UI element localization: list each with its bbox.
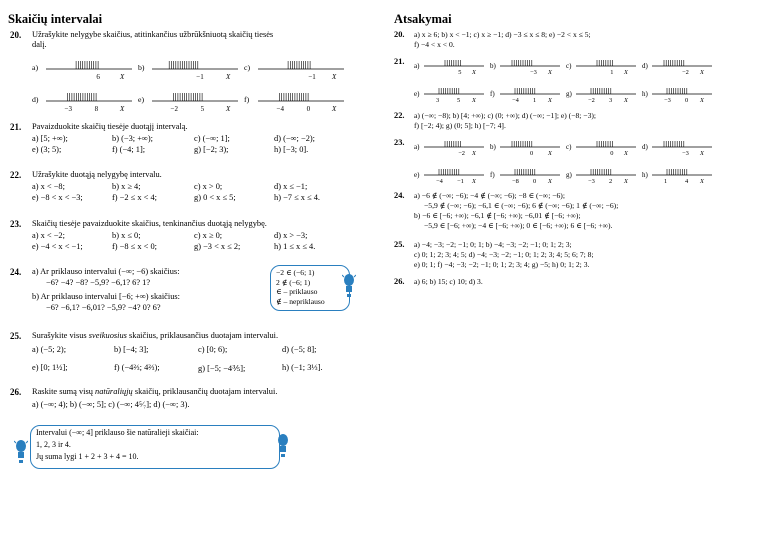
tick-label: 0 [685,97,689,104]
number-line [642,140,718,158]
hint-line: Intervalui (−∞; 4] priklauso šie natūralieji skaičiai: [36,428,199,437]
number-line-graphic [500,87,560,97]
number-line-graphic [576,140,636,150]
left-title: Skaičių intervalai [8,12,103,26]
list-item: a) x < −8; [32,182,65,191]
exercise-text: Pavaizduokite skaičių tiesėje duotąjį intervalą. [32,122,188,131]
tick-label: −8 [512,178,519,185]
axis-label: X [624,150,628,157]
items-line: a) (−∞; 4); b) (−∞; 5]; c) (−∞; 4⁵⁄₇]; d) (−∞; 3). [32,400,190,409]
answer-text: a) x ≥ 6; b) x < −1; c) x ≥ −1; d) −3 ≤ x ≤ 8; e) −2 < x ≤ 5; [414,30,591,39]
number-line [490,140,566,158]
number-line-graphic [576,168,636,178]
tick-label: −4 [436,178,443,185]
number-line [32,58,138,82]
number-line-graphic [424,87,484,97]
number-line-label: h) [642,90,648,98]
axis-label: X [120,73,125,81]
tick-label: 0 [530,150,534,157]
tick-label: 0 [306,105,311,113]
number-line-label: e) [138,95,145,104]
number-line-label: a) [32,63,39,72]
list-item: g) 0 < x ≤ 5; [194,193,236,202]
list-item: g) [−2; 3); [194,145,229,154]
axis-label: X [548,178,552,185]
number-line-row [32,90,350,114]
axis-label: X [226,105,231,113]
tick-label: −3 [664,97,671,104]
list-item: h) [−3; 0]. [274,145,309,154]
list-item: a) (−5; 2); [32,345,67,354]
list-item: c) (−∞; 1]; [194,134,230,143]
number-line [414,59,490,77]
answer-text: a) 6; b) 15; c) 10; d) 3. [414,277,483,286]
axis-label: X [548,69,552,76]
lightbulb-icon [276,433,290,457]
list-item: b) [−4; 3]; [114,345,149,354]
answer-number: 23. [394,138,405,147]
exercise-text: Užrašykite duotąją nelygybę intervalu. [32,170,162,179]
tick-label: 5 [200,105,205,113]
number-line [642,59,718,77]
tick-label: −3 [682,150,689,157]
list-item: f) (−4⅔; 4⅔); [114,363,160,372]
number-line-label: a) [414,143,420,151]
list-item: a) x < −2; [32,231,65,240]
list-item: d) (−5; 8]; [282,345,317,354]
number-line-label: b) [138,63,145,72]
answer-number: 25. [394,240,405,249]
hint-line: −2 ∈ (−6; 1) [276,268,315,277]
answer-text: f) −4 < x < 0. [414,40,455,49]
text-part: skaičių, priklausančių duotajam intervalui. [132,387,278,396]
number-line-label: e) [414,171,420,179]
number-line-graphic [500,59,560,69]
number-line [566,140,642,158]
number-line [566,168,642,186]
axis-label: X [472,178,476,185]
exercise-number: 25. [10,331,22,341]
exercise-number: 20. [10,30,22,40]
answer-text: −5,9 ∈ [−6; +∞); −4 ∈ [−6; +∞); 0 ∈ [−6; +∞); 6 ∈ [−6; +∞). [424,221,613,230]
tick-label: 8 [94,105,99,113]
number-line-row [32,58,350,82]
axis-label: X [472,150,476,157]
number-line-graphic [500,168,560,178]
axis-label: X [472,97,476,104]
number-line [642,168,718,186]
list-item: b) (−3; +∞); [112,134,153,143]
exercise-text [32,331,278,341]
list-item: c) [0; 6); [198,345,228,354]
answer-text: a) −4; −3; −2; −1; 0; 1; b) −4; −3; −2; −1; 0; 1; 2; 3; [414,240,572,249]
number-line-graphic [258,58,344,72]
axis-label: X [624,69,628,76]
axis-label: X [700,150,704,157]
hint-line: 1, 2, 3 ir 4. [36,440,71,449]
axis-label: X [332,73,337,81]
answer-text: −5,9 ∉ (−∞; −6); −6,1 ∈ (−∞; −6); 6 ∉ (−∞; −6); 1 ∉ (−∞; −6); [424,201,619,210]
tick-label: −2 [458,150,465,157]
axis-label: X [548,150,552,157]
exercise-number: 26. [10,387,22,397]
list-item: g) [−5; −4⅗]; [198,364,246,373]
list-item: f) −8 ≤ x < 0; [112,242,157,251]
text-part: Surašykite visus [32,331,89,340]
answer-text: f) [−2; 4); g) (0; 5]; h) [−7; 4]. [414,121,506,130]
tick-label: −4 [276,105,284,113]
exercise-text [32,387,277,397]
number-line-label: a) [414,62,420,70]
items-grid [32,345,372,354]
list-item: d) x > −3; [274,231,308,240]
hint-box [270,265,350,311]
items-grid [32,363,372,373]
tick-label: −3 [64,105,72,113]
axis-label: X [624,178,628,185]
tick-label: 3 [436,97,440,104]
number-line-label: b) [490,143,496,151]
values-a: −6? −4? −8? −5,9? −6,1? 6? 1? [46,278,151,287]
tick-label: 2 [609,178,613,185]
tick-label: 6 [96,73,100,81]
answer-text: a) (−∞; −8); b) [4; +∞); c) (0; +∞); d) (−∞; −1]; e) (−8; −3); [414,111,597,120]
number-line-graphic [652,140,712,150]
number-line-label: h) [642,171,648,179]
number-line-graphic [576,59,636,69]
number-line-graphic [652,59,712,69]
list-item: b) x ≤ 0; [112,231,141,240]
right-title: Atsakymai [394,12,452,26]
number-line [138,58,244,82]
axis-label: X [472,69,476,76]
items-grid [32,134,364,154]
answer-text: a) −6 ∉ (−∞; −6); −4 ∉ (−∞; −6); −8 ∈ (−∞; −6); [414,191,565,200]
tick-label: 1 [610,69,614,76]
exercise-text: Skaičių tiesėje pavaizduokite skaičius, tenkinančius duotąją nelygybę. [32,219,267,228]
hint-line: 2 ∉ (−6; 1) [276,277,311,287]
number-line-label: d) [642,143,648,151]
list-item: c) x ≥ 0; [194,231,223,240]
number-line-graphic [652,87,712,97]
hint-line: ∉ – nepriklauso [276,296,325,306]
exercise-number: 21. [10,122,22,132]
text-emphasis: sveikuosius [88,331,127,340]
tick-label: 0 [533,178,537,185]
hint-line: ∈ – priklauso [276,287,318,297]
number-line-graphic [46,58,132,72]
number-line [414,140,490,158]
tick-label: −1 [457,178,464,185]
number-line [244,90,350,114]
number-line-label: e) [414,90,420,98]
list-item: h) (−1; 3⅓]. [282,363,323,372]
number-line-label: f) [490,90,495,98]
answer-number: 26. [394,277,405,286]
list-item: h) −7 ≤ x ≤ 4. [274,193,321,202]
number-line [490,59,566,77]
list-item: f) −2 ≤ x < 4; [112,193,157,202]
exercise-number: 23. [10,219,22,229]
lightbulb-icon [14,439,28,463]
axis-label: X [700,178,704,185]
axis-label: X [624,97,628,104]
answer-number: 21. [394,57,405,66]
number-line-label: d) [32,95,39,104]
number-line-graphic [652,168,712,178]
list-item: h) 1 ≤ x ≤ 4. [274,242,316,251]
number-line-graphic [576,87,636,97]
list-item: g) −3 < x ≤ 2; [194,242,241,251]
number-line-graphic [424,140,484,150]
answer-text: b) −6 ∈ [−6; +∞); −6,1 ∉ [−6; +∞); −6,01 ∉ [−6; +∞); [414,211,581,220]
list-item: b) x ≥ 4; [112,182,141,191]
axis-label: X [120,105,125,113]
tick-label: −2 [682,69,689,76]
number-line-row [414,140,718,158]
values-b: −6? −6,1? −6,01? −5,9? −4? 0? 6? [46,303,161,312]
tick-label: 3 [609,97,613,104]
number-line-graphic [46,90,132,104]
list-item: c) x > 0; [194,182,223,191]
axis-label: X [700,97,704,104]
list-item: d) x ≤ −1; [274,182,308,191]
number-line-label: f) [244,95,250,104]
number-line [566,87,642,105]
list-item: f) (−4; 1]; [112,145,146,154]
text-part: Raskite sumą visų [32,387,96,396]
question-b: b) Ar priklauso intervalui [−6; +∞) skaičius: [32,292,180,301]
number-line [138,90,244,114]
number-line-graphic [424,168,484,178]
items-grid [32,182,364,202]
items-grid [32,231,364,251]
tick-label: 5 [458,69,462,76]
list-item: e) [0; 1½]; [32,363,68,372]
exercise-text: dalį. [32,40,47,49]
number-line-label: b) [490,62,496,70]
number-line [490,87,566,105]
axis-label: X [226,73,231,81]
answer-text: c) 0; 1; 2; 3; 4; 5; d) −4; −3; −2; −1; 0; 1; 2; 3; 4; 5; 6; 7; 8; [414,250,594,259]
tick-label: 5 [457,97,461,104]
number-line-label: f) [490,171,495,179]
number-line-label: d) [642,62,648,70]
exercise-text: Užrašykite nelygybe skaičius, atitinkančius užbrūkšniuotą skaičių tiesės [32,30,274,39]
hint-box [30,425,280,469]
tick-label: 0 [610,150,614,157]
number-line-label: c) [566,62,572,70]
number-line-graphic [152,90,238,104]
list-item: e) −4 < x < −1; [32,242,83,251]
list-item: e) −8 < x < −3; [32,193,83,202]
tick-label: −1 [196,73,204,81]
tick-label: −4 [512,97,519,104]
number-line [414,168,490,186]
axis-label: X [700,69,704,76]
number-line [244,58,350,82]
hint-line: Jų suma lygi 1 + 2 + 3 + 4 = 10. [36,452,139,461]
text-emphasis: natūraliųjų [95,387,133,396]
answer-number: 24. [394,191,405,200]
list-item: e) (3; 5); [32,145,62,154]
lightbulb-icon [342,273,356,297]
answer-number: 22. [394,111,405,120]
exercise-number: 22. [10,170,22,180]
axis-label: X [548,97,552,104]
number-line-label: g) [566,171,572,179]
tick-label: −2 [588,97,595,104]
number-line-label: c) [566,143,572,151]
tick-label: 4 [685,178,689,185]
tick-label: −3 [588,178,595,185]
number-line-row [414,59,718,77]
text-part: skaičius, priklausančius duotajam intervalui. [126,331,279,340]
answer-number: 20. [394,30,405,39]
number-line-graphic [424,59,484,69]
tick-label: −1 [308,73,316,81]
number-line [642,87,718,105]
number-line-graphic [152,58,238,72]
list-item: a) [5; +∞); [32,134,68,143]
number-line [566,59,642,77]
number-line [414,87,490,105]
number-line [490,168,566,186]
number-line-graphic [500,140,560,150]
number-line-row [414,168,718,186]
tick-label: −3 [530,69,537,76]
answer-text: e) 0; 1; f) −4; −3; −2; −1; 0; 1; 2; 3; 4; g) −5; h) 0; 1; 2; 3. [414,260,590,269]
number-line-row [414,87,718,105]
tick-label: −2 [170,105,178,113]
list-item: d) (−∞; −2); [274,134,315,143]
question-a: a) Ar priklauso intervalui (−∞; −6) skaičius: [32,267,180,276]
number-line-label: g) [566,90,572,98]
exercise-number: 24. [10,267,22,277]
tick-label: 1 [664,178,668,185]
number-line [32,90,138,114]
number-line-label: c) [244,63,251,72]
tick-label: 1 [533,97,537,104]
axis-label: X [332,105,337,113]
number-line-graphic [258,90,344,104]
